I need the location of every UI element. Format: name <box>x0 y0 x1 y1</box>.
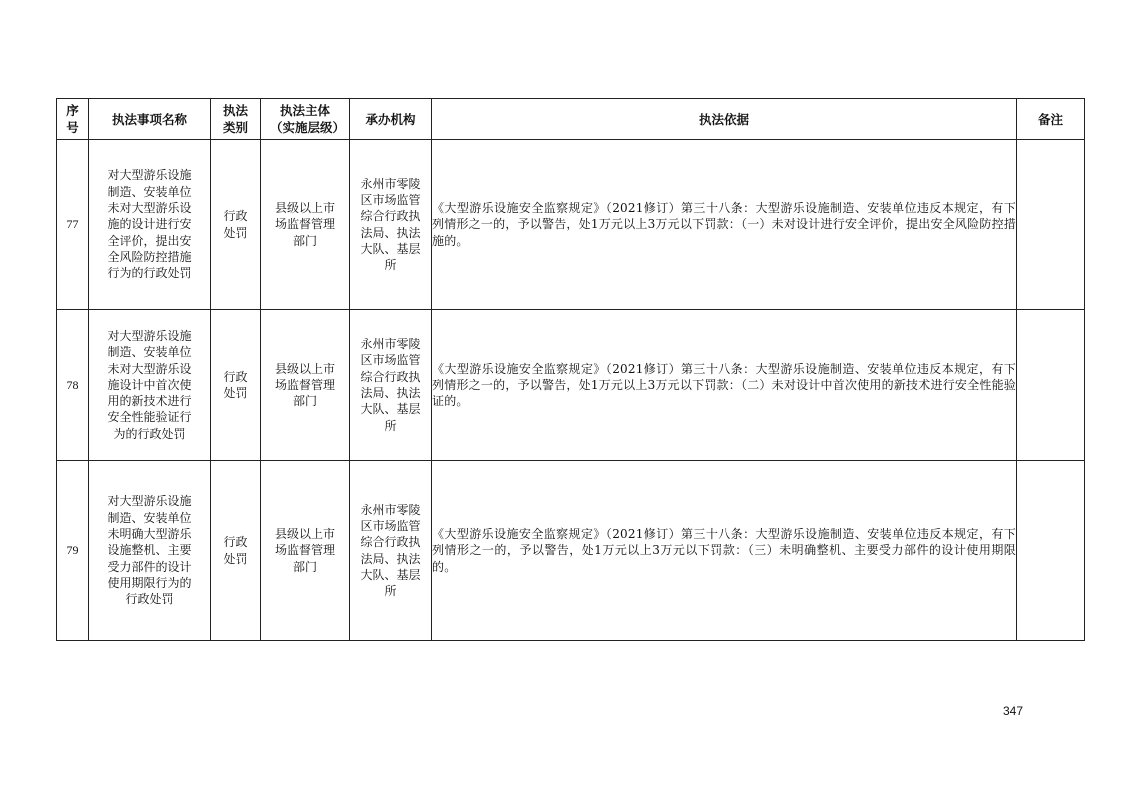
header-organization: 承办机构 <box>350 99 432 140</box>
row-seq: 77 <box>57 140 89 310</box>
header-note: 备注 <box>1017 99 1085 140</box>
row-organization: 永州市零陵区市场监管综合行政执法局、执法大队、基层所 <box>350 310 432 461</box>
enforcement-items-table <box>56 98 1085 641</box>
row-category: 行政处罚 <box>211 310 261 461</box>
row-category: 行政处罚 <box>211 140 261 310</box>
header-name: 执法事项名称 <box>89 99 211 140</box>
header-category: 执法类别 <box>211 99 261 140</box>
row-subject: 县级以上市场监督管理部门 <box>261 310 350 461</box>
row-organization: 永州市零陵区市场监管综合行政执法局、执法大队、基层所 <box>350 140 432 310</box>
row-subject: 县级以上市场监督管理部门 <box>261 140 350 310</box>
header-subject: 执法主体（实施层级） <box>261 99 350 140</box>
row-item-name: 对大型游乐设施制造、安装单位未明确大型游乐设施整机、主要受力部件的设计使用期限行为的行政处罚 <box>89 461 211 641</box>
row-item-name: 对大型游乐设施制造、安装单位未对大型游乐设施设计中首次使用的新技术进行安全性能验证行为的行政处罚 <box>89 310 211 461</box>
row-legal-basis: 《大型游乐设施安全监察规定》（2021修订）第三十八条：大型游乐设施制造、安装单位违反本规定，有下列情形之一的，予以警告，处1万元以上3万元以下罚款：（三）未明确整机、主要受力部件的设计使用期限的。 <box>432 461 1017 641</box>
row-subject: 县级以上市场监督管理部门 <box>261 461 350 641</box>
header-basis: 执法依据 <box>432 99 1017 140</box>
table-row <box>57 310 1085 461</box>
row-item-name: 对大型游乐设施制造、安装单位未对大型游乐设施的设计进行安全评价，提出安全风险防控措施行为的行政处罚 <box>89 140 211 310</box>
row-seq: 79 <box>57 461 89 641</box>
row-note <box>1017 310 1085 461</box>
header-seq: 序号 <box>57 99 89 140</box>
row-note <box>1017 140 1085 310</box>
row-legal-basis: 《大型游乐设施安全监察规定》（2021修订）第三十八条：大型游乐设施制造、安装单位违反本规定，有下列情形之一的，予以警告，处1万元以上3万元以下罚款：（二）未对设计中首次使用的新技术进行安全性能验证的。 <box>432 310 1017 461</box>
row-note <box>1017 461 1085 641</box>
row-organization: 永州市零陵区市场监管综合行政执法局、执法大队、基层所 <box>350 461 432 641</box>
table-header-row <box>57 99 1085 140</box>
row-seq: 78 <box>57 310 89 461</box>
row-category: 行政处罚 <box>211 461 261 641</box>
page-number: 347 <box>1003 704 1024 718</box>
row-legal-basis: 《大型游乐设施安全监察规定》（2021修订）第三十八条：大型游乐设施制造、安装单位违反本规定，有下列情形之一的，予以警告，处1万元以上3万元以下罚款：（一）未对设计进行安全评价，提出安全风险防控措施的。 <box>432 140 1017 310</box>
table-row <box>57 140 1085 310</box>
table-row <box>57 461 1085 641</box>
